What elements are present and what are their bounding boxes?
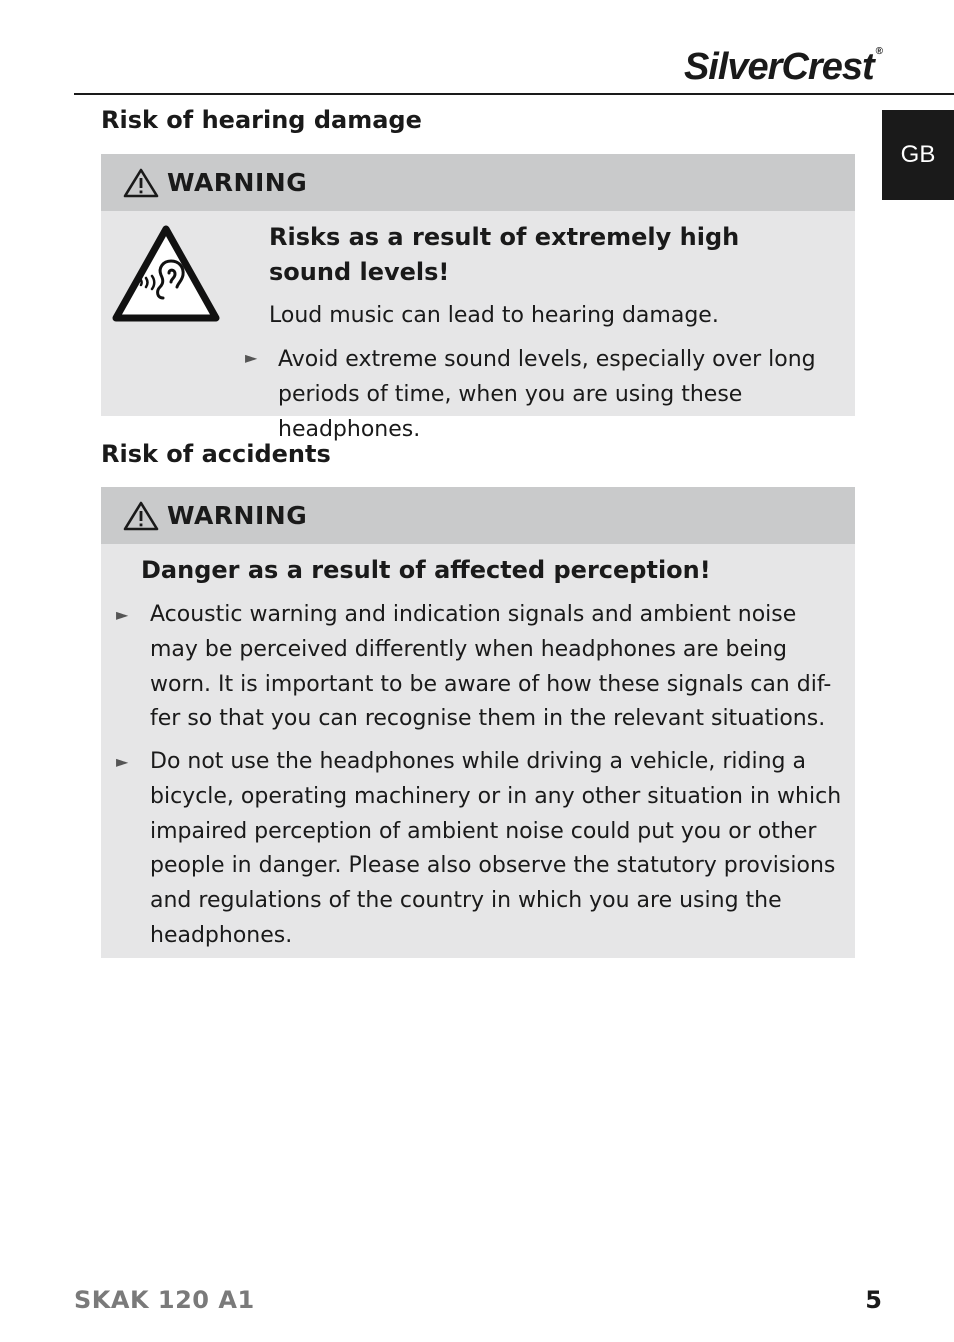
- risk-title-hearing: [269, 220, 739, 290]
- registered-mark: ®: [875, 46, 882, 57]
- warning-header: [101, 154, 855, 211]
- bullet-item-accidents-1: [150, 598, 831, 737]
- risk-title-line: Risks as a result of extremely high: [269, 223, 740, 251]
- warning-header: [101, 487, 855, 544]
- bullet-line: headphones.: [150, 922, 293, 948]
- bullet-line: periods of time, when you are using these headphones.: [278, 381, 743, 442]
- language-tab-label: GB: [900, 141, 936, 168]
- bullet-line: fer so that you can recognise them in the relevant situations.: [150, 706, 826, 732]
- brand-logo: [684, 46, 882, 89]
- bullet-line: people in danger. Please also observe the statutory provisions: [150, 853, 836, 879]
- page-number: 5: [865, 1286, 882, 1314]
- section-heading-accidents: Risk of accidents: [101, 440, 331, 468]
- header-rule: [74, 93, 954, 95]
- intro-text-hearing: Loud music can lead to hearing damage.: [269, 303, 719, 328]
- bullet-line: Avoid extreme sound levels, especially over long: [278, 347, 816, 372]
- hearing-damage-sign-icon: [111, 224, 221, 324]
- risk-title-line: sound levels!: [269, 258, 450, 286]
- warning-label: WARNING: [167, 501, 308, 530]
- risk-title-accidents: Danger as a result of affected perception!: [141, 556, 711, 584]
- bullet-arrow-icon: ►: [116, 605, 129, 624]
- bullet-line: Acoustic warning and indication signals and ambient noise: [150, 602, 797, 627]
- warning-label: WARNING: [167, 168, 308, 197]
- bullet-line: and regulations of the country in which you are using the: [150, 888, 782, 914]
- bullet-line: bicycle, operating machinery or in any other situation in which: [150, 783, 842, 809]
- bullet-line: worn. It is important to be aware of how these signals can dif-: [150, 671, 832, 697]
- footer-model-number: SKAK 120 A1: [74, 1286, 255, 1314]
- section-heading-hearing: Risk of hearing damage: [101, 106, 422, 134]
- bullet-line: impaired perception of ambient noise could put you or other: [150, 818, 817, 844]
- bullet-item-accidents-2: [150, 745, 841, 954]
- language-tab: [882, 110, 954, 200]
- warning-triangle-icon: [123, 501, 159, 531]
- warning-triangle-icon: [123, 168, 159, 198]
- bullet-line: Do not use the headphones while driving a vehicle, riding a: [150, 749, 806, 774]
- brand-name: SilverCrest: [683, 46, 874, 88]
- bullet-arrow-icon: ►: [245, 348, 258, 367]
- bullet-arrow-icon: ►: [116, 752, 129, 771]
- bullet-item-hearing: [278, 343, 855, 447]
- warning-box-accidents: [101, 487, 855, 958]
- warning-box-hearing: [101, 154, 855, 442]
- bullet-line: may be perceived differently when headphones are being: [150, 636, 788, 662]
